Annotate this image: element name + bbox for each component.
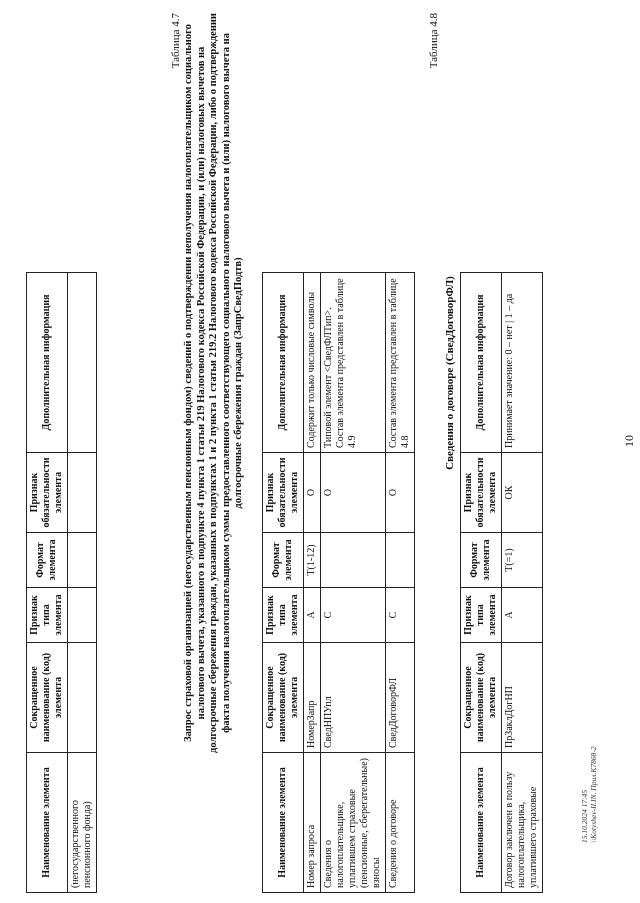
cell-info: Принимает значение: 0 – нет | 1 – да	[502, 273, 543, 453]
cell-required: О	[321, 453, 386, 533]
table-row	[502, 273, 543, 893]
cell-code: СведДоговорФЛ	[386, 643, 415, 753]
col-code-header: Сокращенное наименование (код) элемента	[461, 643, 502, 753]
table-4-8-heading: Сведения о договоре (СведДоговорФЛ)	[444, 276, 456, 470]
stamp-path: \\Kotyshev-II.IN. Прил.К7868-2	[589, 746, 598, 843]
cell-name: Договор заключен в пользу налогоплательщика, уплатившего страховые	[502, 753, 543, 893]
col-format-header: Формат элемента	[27, 533, 68, 588]
col-format-header: Формат элемента	[461, 533, 502, 588]
table-4-8-caption: Таблица 4.8	[428, 13, 440, 69]
col-code-header: Сокращенное наименование (код) элемента	[27, 643, 68, 753]
col-required-header: Признак обязательности элемента	[263, 453, 304, 533]
registration-stamp	[580, 623, 598, 843]
cell-required: О	[386, 453, 415, 533]
page-number: 10	[622, 435, 636, 447]
table-row	[386, 273, 415, 893]
cell-code: СведНПУпл	[321, 643, 386, 753]
col-info-header: Дополнительная информация	[27, 273, 68, 453]
table-4-7	[262, 272, 415, 893]
cell-required	[68, 453, 97, 533]
col-name-header: Наименование элемента	[263, 753, 304, 893]
table-4-8	[460, 272, 543, 893]
cell-type: С	[386, 588, 415, 643]
cell-type: С	[321, 588, 386, 643]
col-required-header: Признак обязательности элемента	[27, 453, 68, 533]
table-4-7-caption: Таблица 4.7	[170, 13, 182, 69]
col-info-header: Дополнительная информация	[263, 273, 304, 453]
cell-name: Сведения о договоре	[386, 753, 415, 893]
cell-type: А	[304, 588, 321, 643]
cell-type	[68, 588, 97, 643]
header-table-header-row	[27, 273, 68, 893]
cell-format: T(=1)	[502, 533, 543, 588]
col-name-header: Наименование элемента	[461, 753, 502, 893]
cell-format: T(1-12)	[304, 533, 321, 588]
cell-name: Сведения о налогоплательщике, уплатившем страховые (пенсионные, сберегательные) взносы	[321, 753, 386, 893]
col-name-header: Наименование элемента	[27, 753, 68, 893]
col-code-header: Сокращенное наименование (код) элемента	[263, 643, 304, 753]
col-format-header: Формат элемента	[263, 533, 304, 588]
table-row	[304, 273, 321, 893]
table-row	[321, 273, 386, 893]
col-type-header: Признак типа элемента	[27, 588, 68, 643]
cell-info: Содержит только числовые символы	[304, 273, 321, 453]
col-type-header: Признак типа элемента	[263, 588, 304, 643]
table-4-7-heading: Запрос страховой организацией (негосударственным пенсионным фондом) сведений о подтверждении неполучения налогоплательщиком социального налогового вычета, указанного в подпункте 4 пункта 1 статьи 219 Налогового кодекса Российской Федерации, и (или) налоговых вычетов на долгосрочные сбережения граждан, указанных в подпунктах 1 и 2 пункта 1 статьи 219.2 Налогового кодекса Российской Федерации, либо о подтверждении факта получения налогоплательщиком суммы предоставленного соответствующего социального налогового вычета и (или) налогового вычета на долгосрочные сбережения граждан (ЗапрСведПодтв)	[183, 13, 245, 753]
cell-code	[68, 643, 97, 753]
cell-code: ПрЗаклДогНП	[502, 643, 543, 753]
cell-name: (негосударственного пенсионного фонда)	[68, 753, 97, 893]
table-4-7-header-row	[263, 273, 304, 893]
cell-required: ОК	[502, 453, 543, 533]
header-table	[26, 272, 97, 893]
cell-info	[68, 273, 97, 453]
col-type-header: Признак типа элемента	[461, 588, 502, 643]
cell-info: Состав элемента представлен в таблице 4.8	[386, 273, 415, 453]
col-info-header: Дополнительная информация	[461, 273, 502, 453]
cell-type: А	[502, 588, 543, 643]
cell-code: НомерЗапр	[304, 643, 321, 753]
table-4-8-header-row	[461, 273, 502, 893]
cell-format	[68, 533, 97, 588]
col-required-header: Признак обязательности элемента	[461, 453, 502, 533]
stamp-datetime: 15.10.2024 17:45	[580, 789, 589, 843]
cell-name: Номер запроса	[304, 753, 321, 893]
table-row	[68, 273, 97, 893]
cell-format	[386, 533, 415, 588]
cell-format	[321, 533, 386, 588]
cell-required: О	[304, 453, 321, 533]
cell-info: Типовой элемент <СведФЛТип>. Состав элемента представлен в таблице 4.9	[321, 273, 386, 453]
